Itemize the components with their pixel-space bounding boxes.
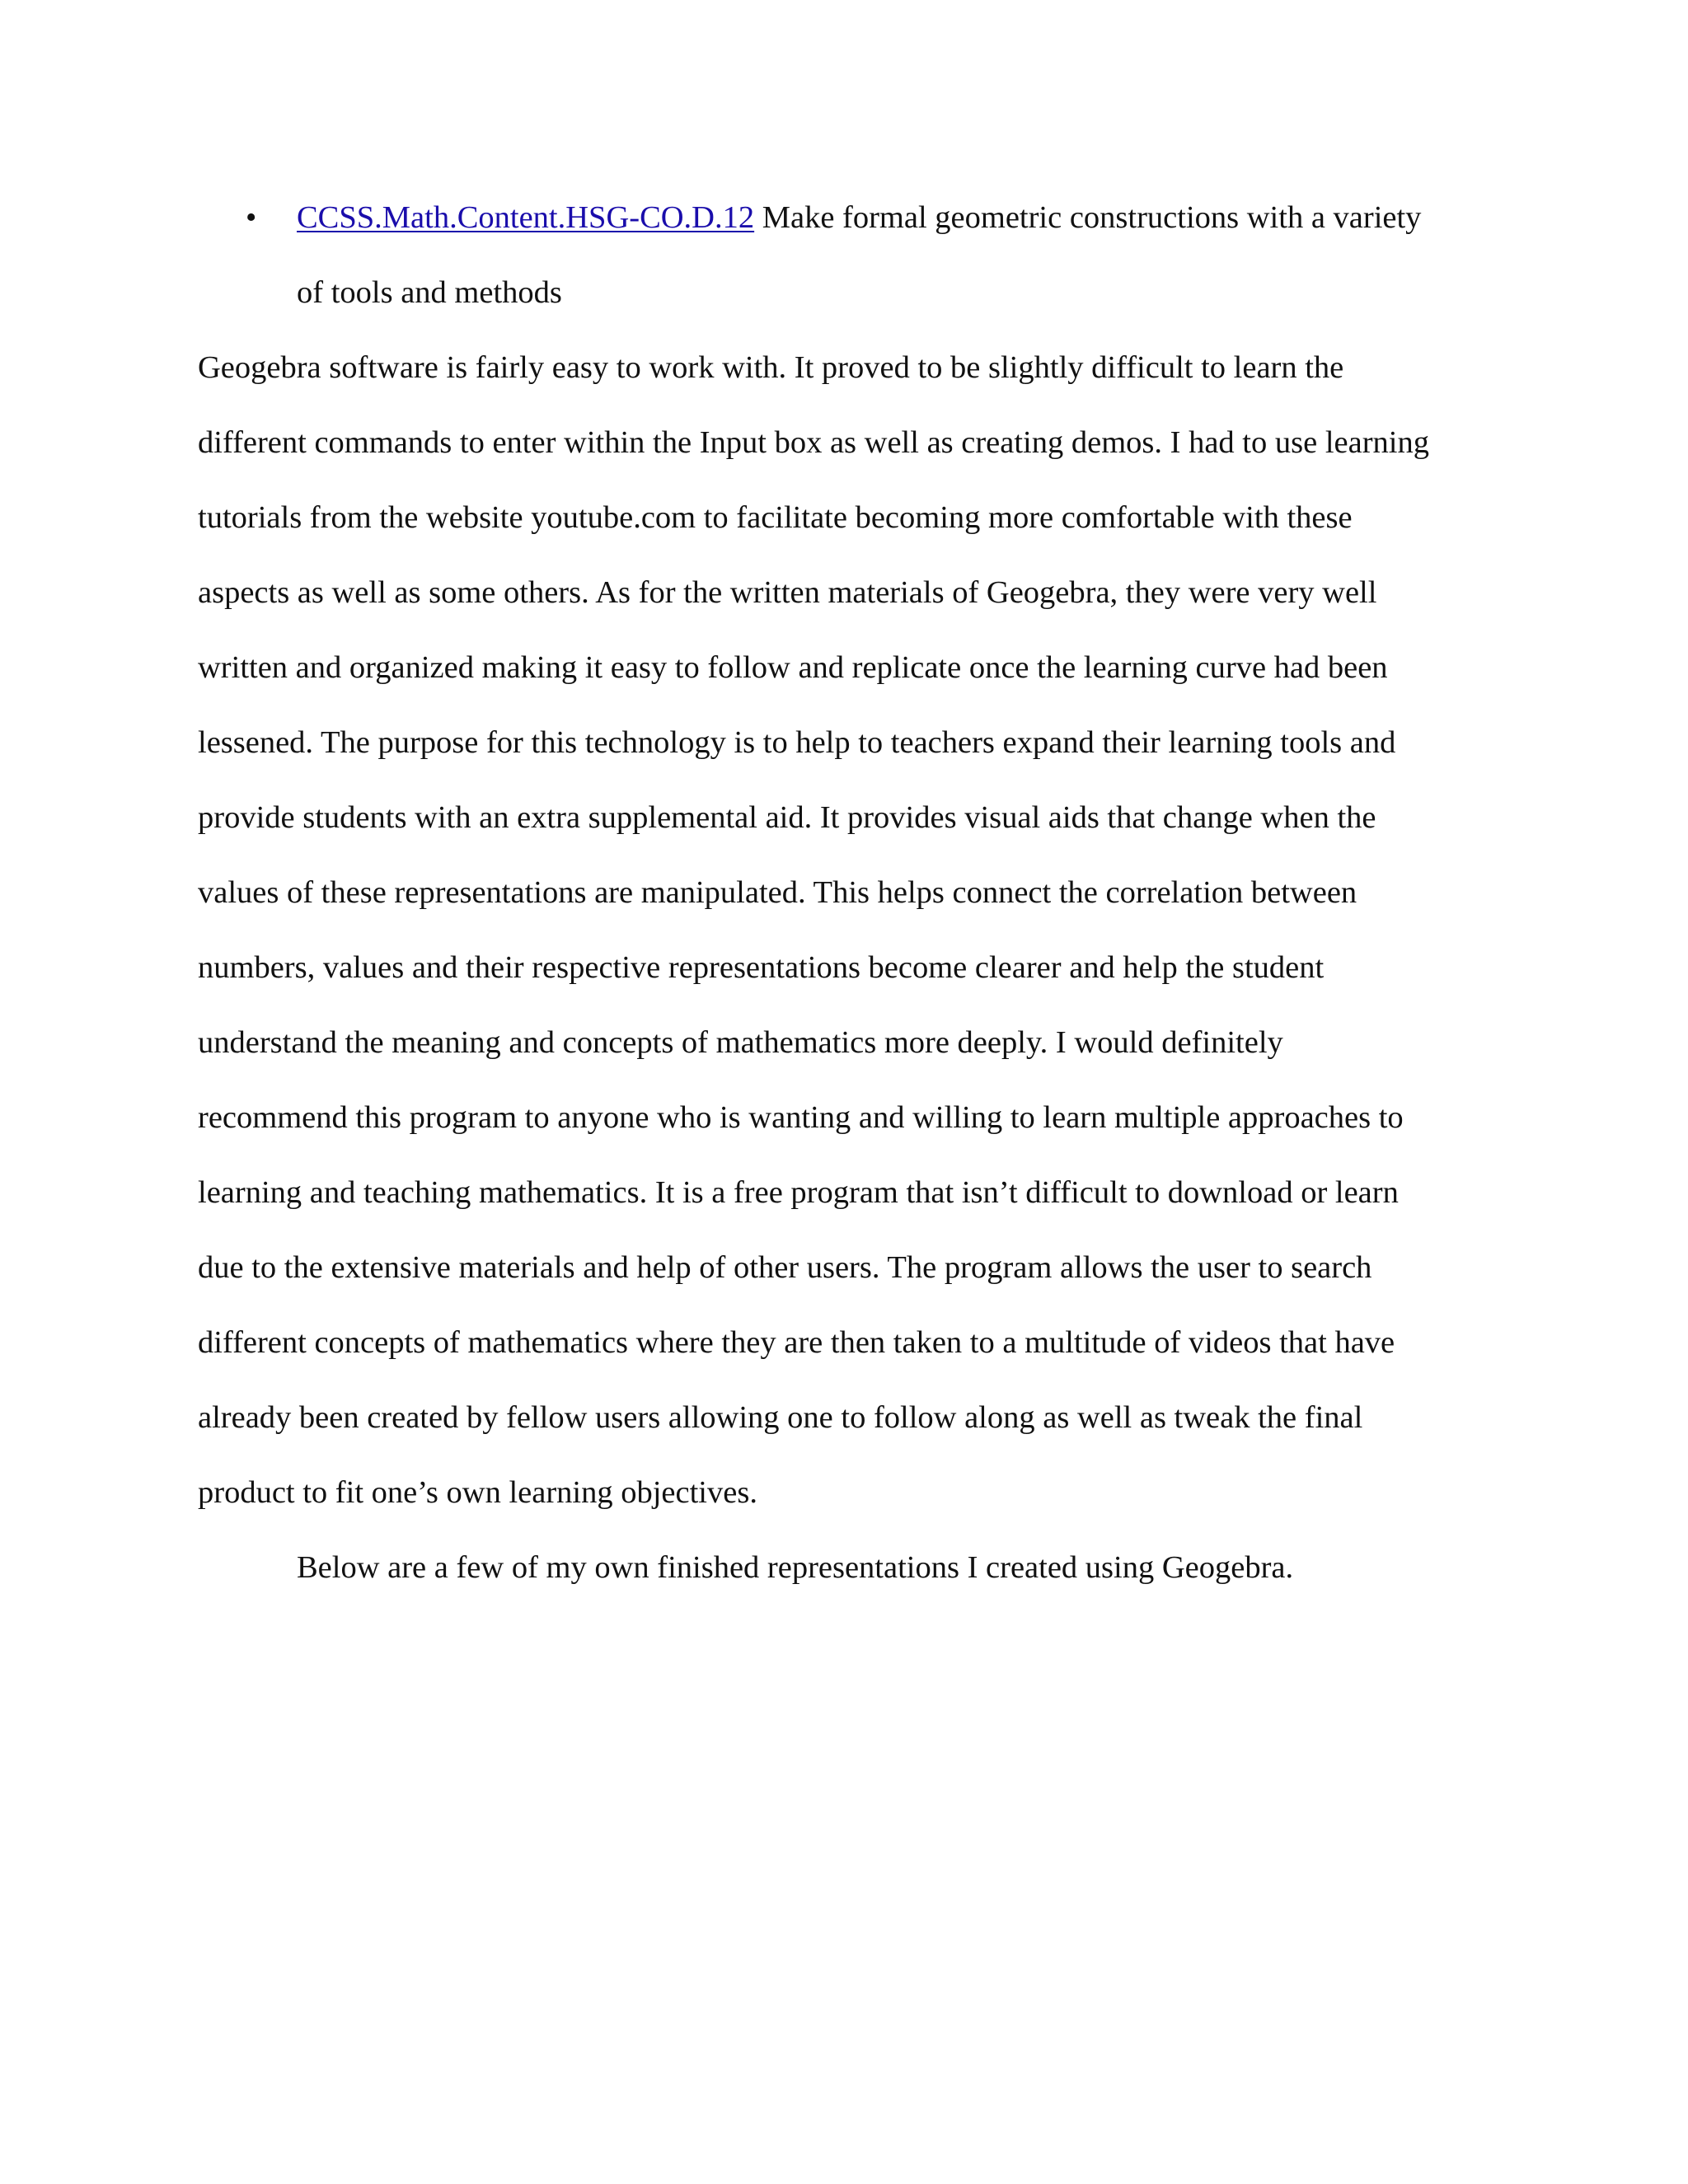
paragraph-line: learning and teaching mathematics. It is a free program that isn’t difficult to download or learn (198, 1175, 1399, 1210)
paragraph-line: different commands to enter within the Input box as well as creating demos. I had to use learning (198, 425, 1429, 460)
closing-paragraph: Below are a few of my own finished representations I created using Geogebra. (297, 1550, 1294, 1585)
paragraph-line: lessened. The purpose for this technology is to help to teachers expand their learning tools and (198, 725, 1396, 760)
paragraph-line: understand the meaning and concepts of mathematics more deeply. I would definitely (198, 1025, 1283, 1060)
paragraph-line: provide students with an extra supplemental aid. It provides visual aids that change when the (198, 800, 1376, 835)
standard-link[interactable]: CCSS.Math.Content.HSG-CO.D.12 (297, 200, 755, 235)
bullet-glyph: • (246, 200, 257, 235)
bullet-item-line-2: of tools and methods (297, 275, 562, 310)
bullet-item-text: Make formal geometric constructions with a variety (754, 200, 1422, 235)
paragraph-line: written and organized making it easy to follow and replicate once the learning curve had been (198, 650, 1388, 685)
paragraph-line: aspects as well as some others. As for the written materials of Geogebra, they were very well (198, 575, 1377, 610)
paragraph-line: values of these representations are manipulated. This helps connect the correlation between (198, 875, 1357, 910)
paragraph-line: different concepts of mathematics where they are then taken to a multitude of videos that have (198, 1325, 1395, 1360)
paragraph-line: Geogebra software is fairly easy to work with. It proved to be slightly difficult to learn the (198, 350, 1344, 385)
paragraph-line: numbers, values and their respective representations become clearer and help the student (198, 950, 1325, 985)
paragraph-line: recommend this program to anyone who is wanting and willing to learn multiple approaches to (198, 1100, 1404, 1135)
paragraph-line: due to the extensive materials and help of other users. The program allows the user to search (198, 1250, 1372, 1285)
bullet-item-line-1 (297, 198, 1421, 237)
paragraph-line: product to fit one’s own learning objectives. (198, 1475, 757, 1510)
paragraph-line: tutorials from the website youtube.com to facilitate becoming more comfortable with these (198, 500, 1353, 535)
paragraph-line: already been created by fellow users allowing one to follow along as well as tweak the final (198, 1400, 1363, 1435)
